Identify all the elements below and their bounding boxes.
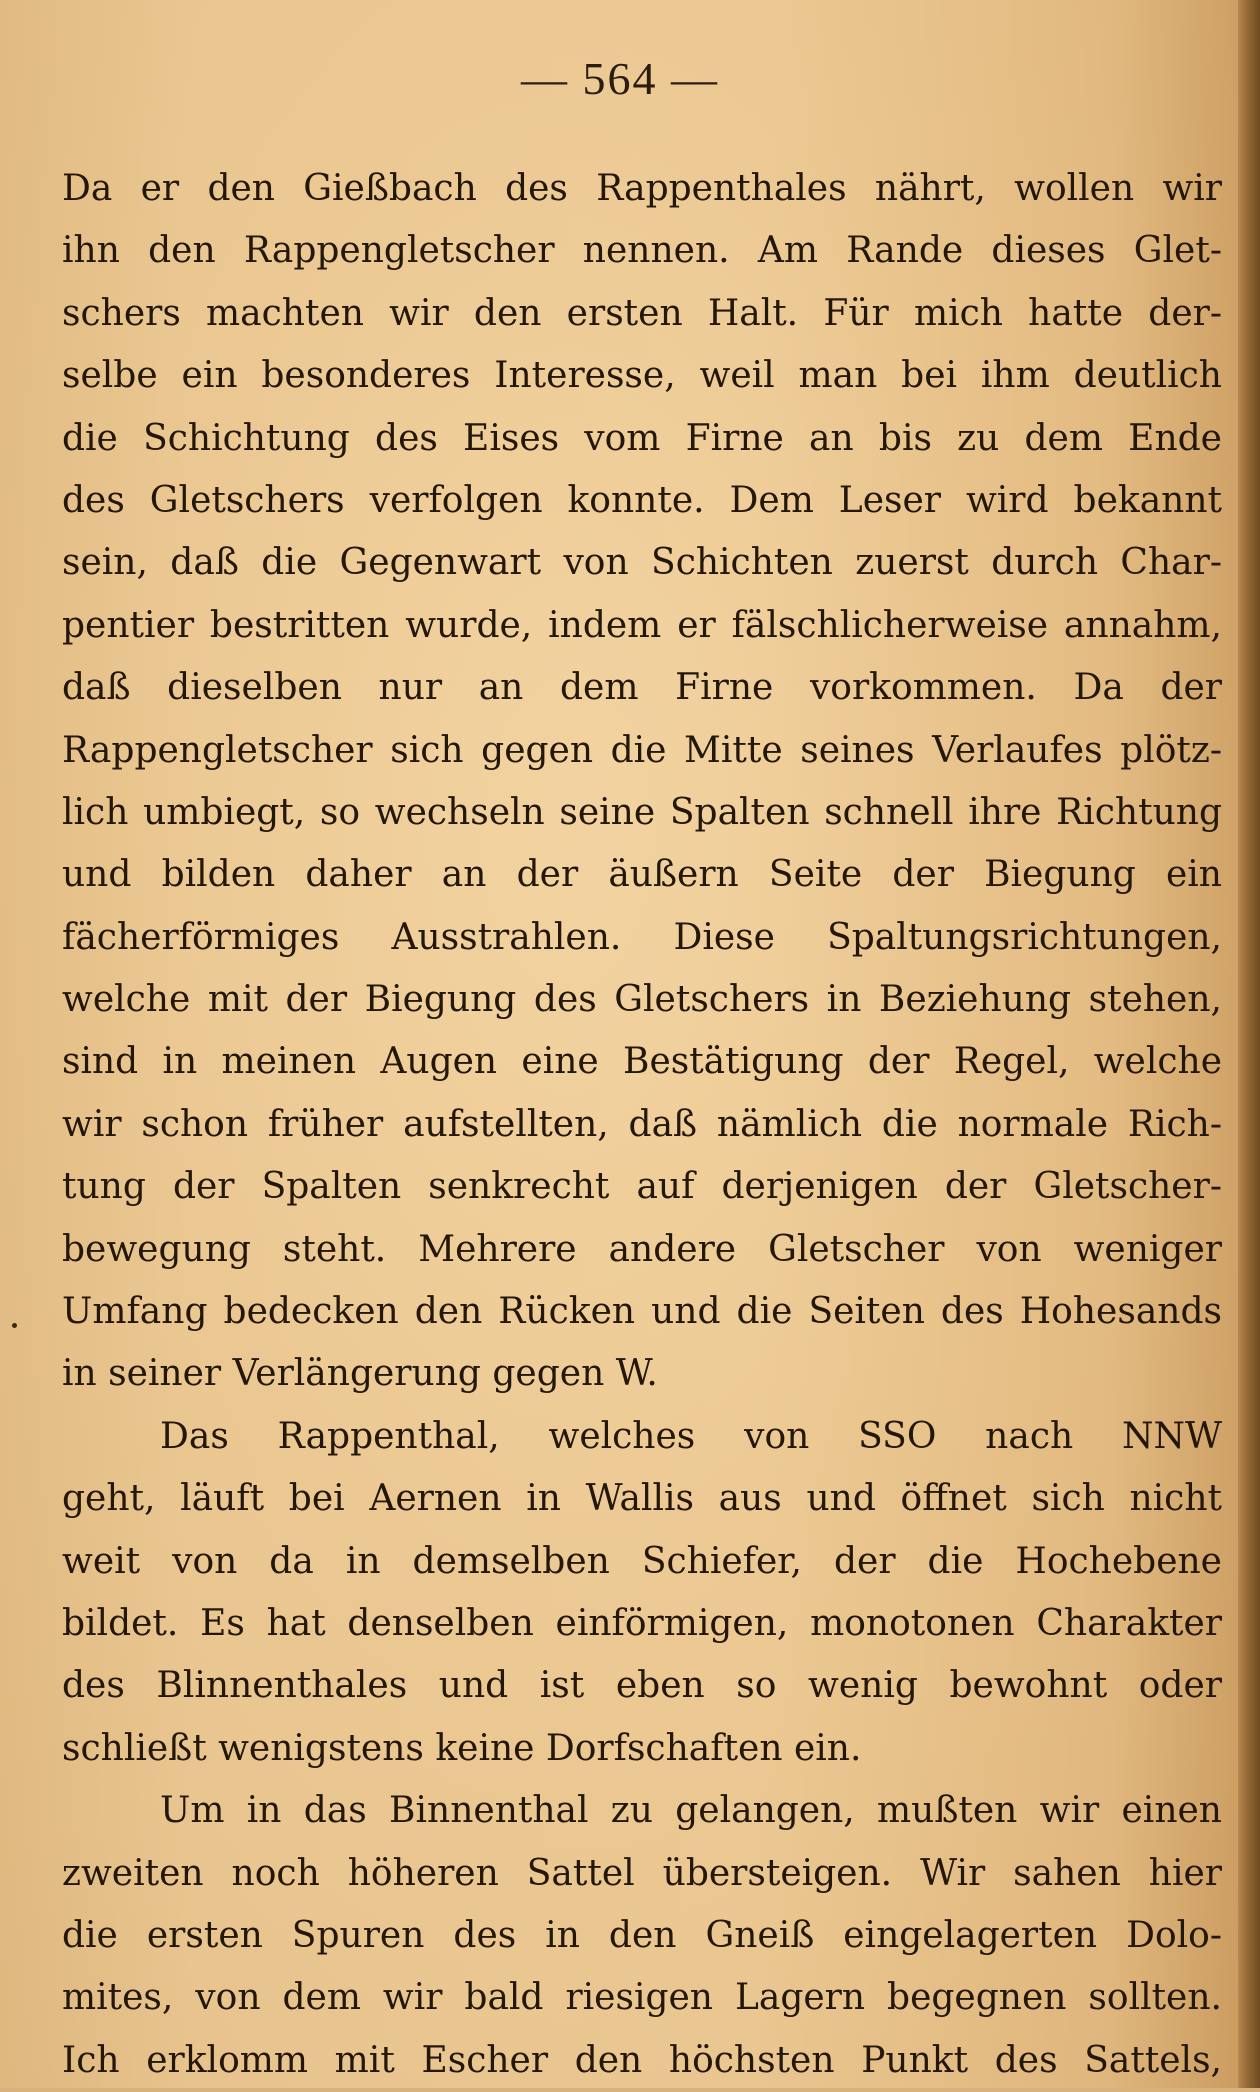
text-line: sein, daß die Gegenwart von Schichten zuerst durch Char-	[62, 542, 1222, 584]
text-line: lich umbiegt, so wechseln seine Spalten schnell ihre Richtung	[62, 791, 1222, 833]
text-line: bildet. Es hat denselben einförmigen, monotonen Charakter	[62, 1602, 1222, 1644]
text-line: zweiten noch höheren Sattel übersteigen. Wir sahen hier	[62, 1852, 1222, 1894]
text-line: pentier bestritten wurde, indem er fälschlicherweise annahm,	[62, 604, 1222, 646]
text-line: ihn den Rappengletscher nennen. Am Rande dieses Glet-	[62, 230, 1222, 272]
text-line: des Gletschers verfolgen konnte. Dem Leser wird bekannt	[62, 479, 1222, 521]
paragraph-start-line: Um in das Binnenthal zu gelangen, mußten wir einen	[160, 1790, 1222, 1832]
text-line: die Schichtung des Eises vom Firne an bis zu dem Ende	[62, 417, 1222, 459]
text-line: sind in meinen Augen eine Bestätigung der Regel, welche	[62, 1041, 1222, 1083]
page-number: — 564 —	[521, 53, 719, 104]
body-text	[62, 158, 1222, 2092]
text-line: wir schon früher aufstellten, daß nämlich die normale Rich-	[62, 1103, 1222, 1145]
text-line: bewegung steht. Mehrere andere Gletscher von weniger	[62, 1228, 1222, 1270]
text-line: welche mit der Biegung des Gletschers in Beziehung stehen,	[62, 979, 1222, 1021]
text-line: selbe ein besonderes Interesse, weil man bei ihm deutlich	[62, 355, 1222, 397]
text-line: weit von da in demselben Schiefer, der die Hochebene	[62, 1540, 1222, 1582]
text-line: geht, läuft bei Aernen in Wallis aus und öffnet sich nicht	[62, 1478, 1222, 1520]
paragraph-end-line: in seiner Verlängerung gegen W.	[62, 1353, 658, 1395]
paragraph-start-line: Das Rappenthal, welches von SSO nach NNW	[160, 1415, 1222, 1457]
text-line: schers machten wir den ersten Halt. Für mich hatte der-	[62, 292, 1222, 334]
text-line: tung der Spalten senkrecht auf derjenigen der Gletscher-	[62, 1166, 1222, 1208]
text-line: mites, von dem wir bald riesigen Lagern begegnen sollten.	[62, 1977, 1222, 2019]
text-line: Umfang bedecken den Rücken und die Seiten des Hohesands	[62, 1291, 1222, 1333]
ink-speck	[12, 1323, 17, 1328]
page-edge	[1238, 0, 1260, 2088]
text-line: und bilden daher an der äußern Seite der Biegung ein	[62, 854, 1222, 896]
text-line: daß dieselben nur an dem Firne vorkommen. Da der	[62, 667, 1222, 709]
paragraph-end-line: schließt wenigstens keine Dorfschaften ein.	[62, 1727, 862, 1769]
text-line: Rappengletscher sich gegen die Mitte seines Verlaufes plötz-	[62, 729, 1222, 771]
text-line: fächerförmiges Ausstrahlen. Diese Spaltungsrichtungen,	[62, 916, 1222, 958]
text-line: des Blinnenthales und ist eben so wenig bewohnt oder	[62, 1665, 1222, 1707]
text-line: die ersten Spuren des in den Gneiß eingelagerten Dolo-	[62, 1914, 1222, 1956]
text-line: Da er den Gießbach des Rappenthales nährt, wollen wir	[62, 168, 1222, 209]
text-line: Ich erklomm mit Escher den höchsten Punkt des Sattels,	[62, 2039, 1222, 2081]
